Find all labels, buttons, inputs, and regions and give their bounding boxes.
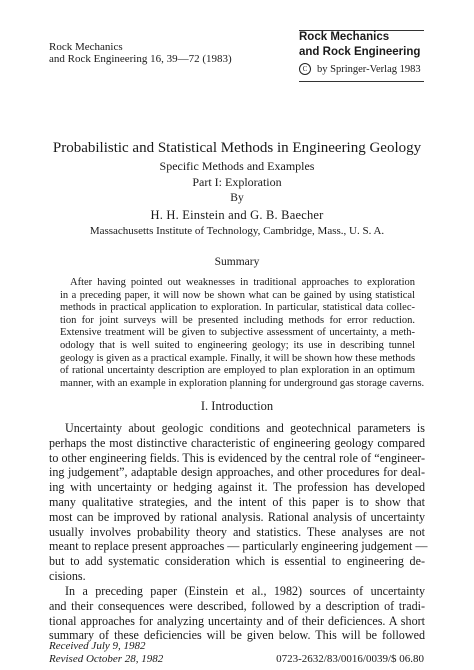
body-line: many qualitative strategies, and the intent of this paper is to show that	[49, 494, 425, 509]
copyright-icon: C	[299, 63, 311, 75]
summary-heading: Summary	[214, 256, 260, 268]
body-line: ing judgement”, adaptable design approaches, and other procedures for deal-	[49, 465, 425, 480]
body-line: tional approaches for analyzing uncertainty and of their deficiences. A short	[49, 613, 425, 628]
revised-date: Revised October 28, 1982	[49, 653, 164, 665]
summary-line: methods in practical application to exploration. In particular, statistical data collec-	[60, 302, 415, 314]
copyright-line	[299, 63, 424, 75]
summary-line: odology that is well suited to engineering geology; its use in describing tunnel	[60, 339, 415, 351]
journal-title-line1: Rock Mechanics	[299, 31, 390, 43]
body-line: most can be improved by rational analysis. Rational analysis of uncertainty	[49, 509, 425, 524]
paper-title: Probabilistic and Statistical Methods in Engineering Geology	[52, 140, 422, 156]
body-line: but to add systematic consideration which is essential to engineering de-	[49, 554, 425, 569]
summary-line: manner, with an example in exploration planning for underground gas storage caverns.	[60, 377, 425, 389]
summary-line: Extensive treatment will be given to subjective assessment of uncertainty, a meth-	[60, 327, 415, 339]
summary-text	[60, 277, 425, 390]
paper-subtitle: Specific Methods and Examples	[159, 159, 315, 173]
affiliation: Massachusetts Institute of Technology, Cambridge, Mass., U. S. A.	[89, 225, 385, 237]
header-bottom-rule	[299, 81, 424, 82]
body-line: usually involves probability theory and statistics. These analyses are not	[49, 524, 425, 539]
paper-part: Part I: Exploration	[192, 175, 282, 189]
by-line: By	[230, 192, 244, 204]
summary-line: After having pointed out weaknesses in traditional approaches to exploration	[70, 277, 415, 288]
journal-name: Rock Mechanics	[49, 41, 123, 53]
body-line: ing with uncertainty or hedging against it. The profession has developed	[49, 480, 425, 495]
body-line: meant to replace present approaches — particularly engineering judgement —	[49, 539, 428, 554]
summary-line: of rational uncertainty description are employed to plan exploration in an optimum	[60, 365, 415, 377]
journal-citation: and Rock Engineering 16, 39—72 (1983)	[49, 53, 232, 65]
article-code: 0723-2632/83/0016/0039/$ 06.80	[276, 653, 424, 665]
intro-paragraph-1	[49, 421, 428, 584]
body-line: cisions.	[49, 568, 86, 583]
body-line: summary of these deficiencies will be given below. This will be followed	[49, 628, 425, 643]
section-heading: I. Introduction	[200, 399, 274, 413]
summary-line: in a preceding paper, it will now be shown what can be gained by using statistical	[60, 289, 415, 301]
received-date: Received July 9, 1982	[49, 640, 146, 652]
journal-title-line2: and Rock Engineering	[299, 46, 421, 58]
body-line: to other engineering fields. This is evidenced by the central role of “engineer-	[49, 450, 425, 465]
body-line: perhaps the most distinctive characteristic of engineering geology compared	[49, 435, 425, 450]
body-line: In a preceding paper (Einstein et al., 1982) sources of uncertainty	[65, 584, 425, 598]
authors: H. H. Einstein and G. B. Baecher	[150, 208, 324, 222]
copyright-text: by Springer-Verlag 1983	[317, 64, 421, 75]
body-line: and their consequences were described, followed by a description of tradi-	[49, 598, 425, 613]
intro-paragraph-2	[49, 584, 425, 643]
summary-line: tion for joint surveys will be presented including methods for error reduction.	[60, 314, 415, 326]
summary-line: geology is given as a practical example. Finally, it will be shown how these methods	[60, 352, 416, 364]
body-line: Uncertainty about geologic conditions and geotechnical parameters is	[65, 421, 425, 435]
